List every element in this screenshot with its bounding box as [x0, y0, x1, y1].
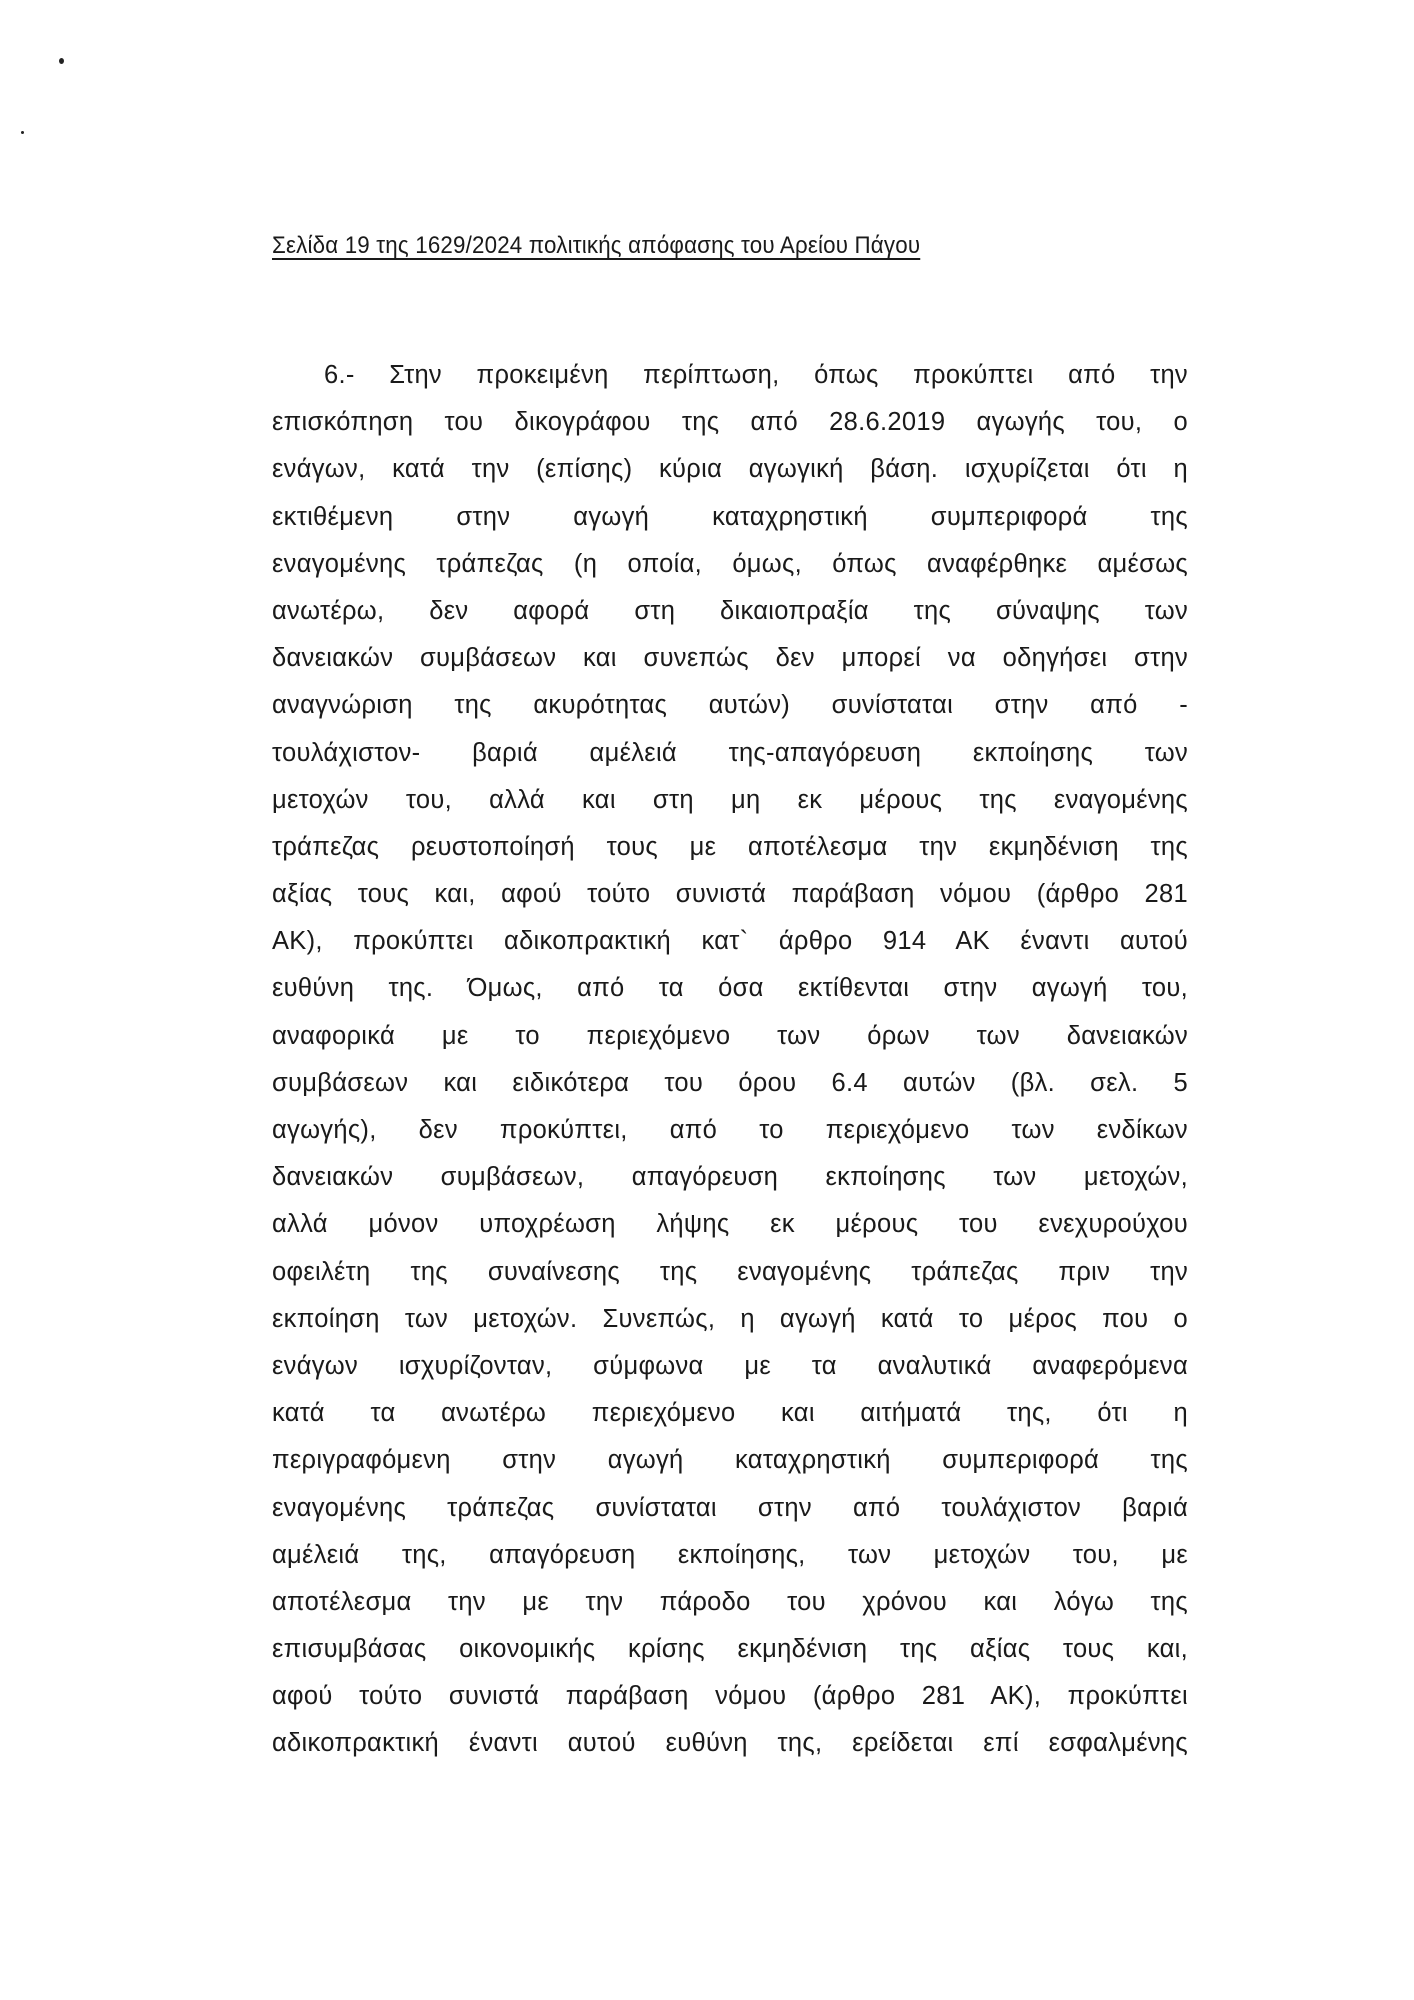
- text-line: εναγομένης τράπεζας (η οποία, όμως, όπως αναφέρθηκε αμέσως: [272, 549, 1188, 578]
- text-line: αναφορικά με το περιεχόμενο των όρων των δανειακών: [272, 1021, 1188, 1050]
- text-line: ανωτέρω, δεν αφορά στη δικαιοπραξία της σύναψης των: [272, 596, 1188, 625]
- text-line: εκποίηση των μετοχών. Συνεπώς, η αγωγή κατά το μέρος που ο: [272, 1304, 1188, 1333]
- text-line: ΑΚ), προκύπτει αδικοπρακτική κατ` άρθρο 914 ΑΚ έναντι αυτού: [272, 927, 1188, 956]
- text-line: οφειλέτη της συναίνεσης της εναγομένης τράπεζας πριν την: [272, 1257, 1188, 1286]
- text-line: τουλάχιστον- βαριά αμέλειά της-απαγόρευση εκποίησης των: [272, 738, 1188, 767]
- text-line: 6.- Στην προκειμένη περίπτωση, όπως προκύπτει από την: [324, 361, 1188, 389]
- text-line: αμέλειά της, απαγόρευση εκποίησης, των μετοχών του, με: [272, 1540, 1188, 1569]
- scan-speck: [59, 58, 64, 64]
- page-header: Σελίδα 19 της 1629/2024 πολιτικής απόφασης του Αρείου Πάγου: [272, 232, 921, 259]
- text-line: δανειακών συμβάσεων, απαγόρευση εκποίησης των μετοχών,: [272, 1163, 1188, 1192]
- text-line: συμβάσεων και ειδικότερα του όρου 6.4 αυτών (βλ. σελ. 5: [272, 1068, 1188, 1097]
- text-line: ενάγων ισχυρίζονταν, σύμφωνα με τα αναλυτικά αναφερόμενα: [272, 1351, 1188, 1380]
- text-line: αλλά μόνον υποχρέωση λήψης εκ μέρους του ενεχυρούχου: [272, 1210, 1188, 1239]
- text-line: αξίας τους και, αφού τούτο συνιστά παράβαση νόμου (άρθρο 281: [272, 880, 1188, 909]
- text-line: αφού τούτο συνιστά παράβαση νόμου (άρθρο 281 ΑΚ), προκύπτει: [272, 1682, 1188, 1711]
- text-line: αδικοπρακτική έναντι αυτού ευθύνη της, ερείδεται επί εσφαλμένης: [272, 1729, 1188, 1758]
- text-line: εκτιθέμενη στην αγωγή καταχρηστική συμπεριφορά της: [272, 502, 1188, 531]
- text-line: εναγομένης τράπεζας συνίσταται στην από τουλάχιστον βαριά: [272, 1493, 1188, 1522]
- text-line: δανειακών συμβάσεων και συνεπώς δεν μπορεί να οδηγήσει στην: [272, 644, 1188, 673]
- text-line: ενάγων, κατά την (επίσης) κύρια αγωγική βάση. ισχυρίζεται ότι η: [272, 455, 1188, 484]
- text-line: επισυμβάσας οικονομικής κρίσης εκμηδένιση της αξίας τους και,: [272, 1635, 1188, 1664]
- decision-paragraph: [272, 352, 1188, 1768]
- text-line: αποτέλεσμα την με την πάροδο του χρόνου και λόγω της: [272, 1587, 1188, 1616]
- text-line: περιγραφόμενη στην αγωγή καταχρηστική συμπεριφορά της: [272, 1446, 1188, 1475]
- text-line: αναγνώριση της ακυρότητας αυτών) συνίσταται στην από -: [272, 691, 1188, 720]
- text-line: τράπεζας ρευστοποίησή τους με αποτέλεσμα την εκμηδένιση της: [272, 832, 1188, 861]
- text-line: μετοχών του, αλλά και στη μη εκ μέρους της εναγομένης: [272, 785, 1188, 814]
- text-line: αγωγής), δεν προκύπτει, από το περιεχόμενο των ενδίκων: [272, 1116, 1188, 1144]
- text-line: επισκόπηση του δικογράφου της από 28.6.2019 αγωγής του, ο: [272, 408, 1188, 437]
- text-line: ευθύνη της. Όμως, από τα όσα εκτίθενται στην αγωγή του,: [272, 974, 1188, 1003]
- scan-speck: [21, 131, 24, 134]
- text-line: κατά τα ανωτέρω περιεχόμενο και αιτήματά της, ότι η: [272, 1399, 1188, 1428]
